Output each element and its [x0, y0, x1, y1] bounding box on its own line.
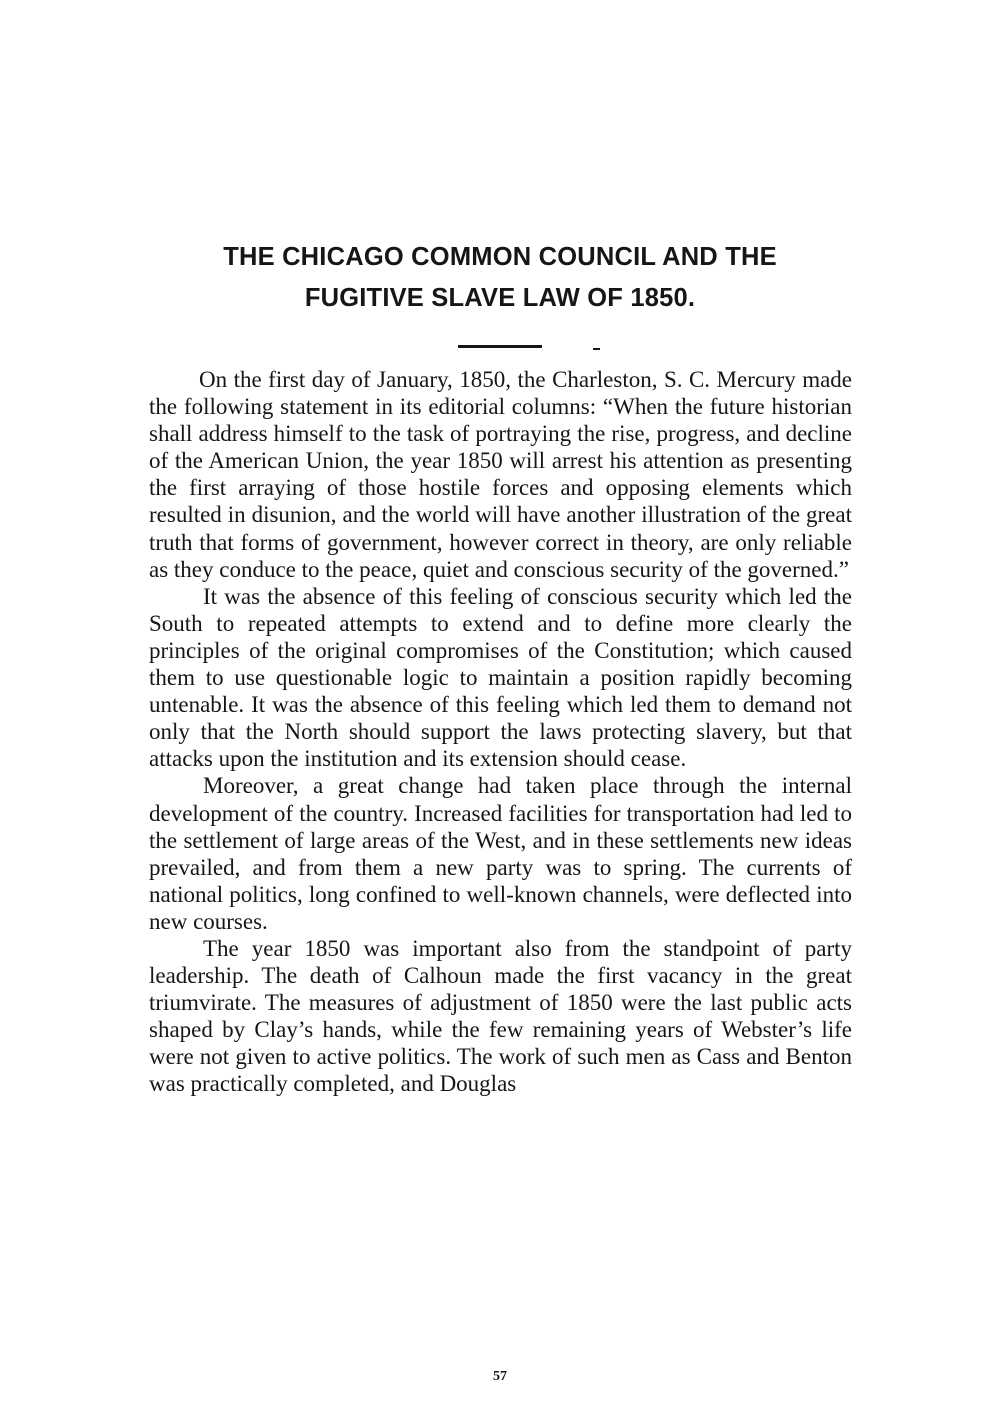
divider-ornament-mark: [593, 348, 600, 350]
paragraph-4: The year 1850 was important also from the standpoint of party leadership. The death of Calhoun made the first vacancy in the great triumvirate. The measures of adjustment of 1850 were the last public acts shaped by Clay’s hands, while the few remaining years of Webster’s life were not given to active politics. The work of such men as Cass and Benton was practically completed, and Douglas: [149, 935, 852, 1097]
page-number: 57: [493, 1369, 507, 1384]
paragraph-3: Moreover, a great change had taken place through the internal development of the country. Increased facilities for transportation had led to the settlement of large areas of the West, and in these settlements new ideas prevailed, and from them a new party was to spring. The currents of national politics, long confined to well-known channels, were deflected into new courses.: [149, 773, 852, 934]
paragraph-1: On the first day of January, 1850, the Charleston, S. C. Mercury made the following statement in its editorial columns: “When the future historian shall address himself to the task of portraying the rise, progress, and decline of the American Union, the year 1850 will arrest his attention as presenting the first arraying of those hostile forces and opposing elements which resulted in disunion, and the world will have another illustration of the great truth that forms of government, however correct in theory, are only reliable as they conduce to the peace, quiet and conscious security of the governed.”: [149, 367, 852, 582]
chapter-title-line-1: THE CHICAGO COMMON COUNCIL AND THE: [223, 243, 777, 271]
chapter-body: [149, 366, 852, 1098]
title-divider-rule: [458, 345, 542, 348]
paragraph-2: It was the absence of this feeling of conscious security which led the South to repeated attempts to extend and to define more clearly the principles of the original compromises of the Constitution; which caused them to use questionable logic to maintain a position rapidly becoming untenable. It was the absence of this feeling which led them to demand not only that the North should support the laws protecting slavery, but that attacks upon the institution and its extension should cease.: [149, 583, 852, 772]
chapter-title-line-2: FUGITIVE SLAVE LAW OF 1850.: [304, 284, 696, 312]
